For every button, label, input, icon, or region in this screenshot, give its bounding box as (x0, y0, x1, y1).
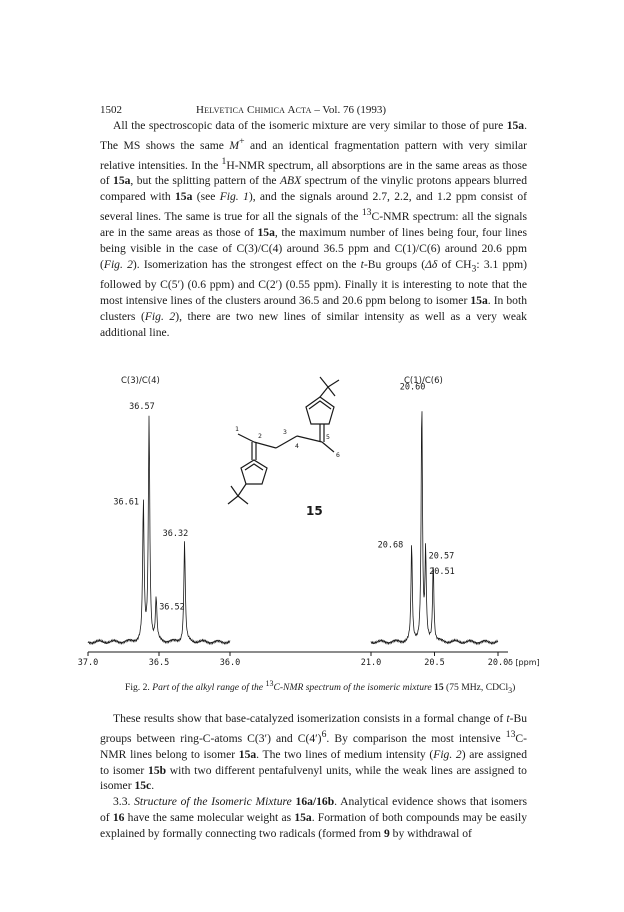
paragraph-3: 3.3. Structure of the Isomeric Mixture 16a/16b. Analytical evidence shows that isomers of 16 have the same molecular weight as 15a. Formation of both compounds may be easily explained by formally connecting two radicals (formed from 9 by withdrawal of (100, 795, 527, 841)
right-cluster-label: C(1)/C(6) (404, 376, 443, 386)
atom-label-5: 5 (326, 433, 330, 441)
right-tick-label: 21.0 (360, 658, 382, 668)
right-spectrum-trace (371, 411, 498, 644)
left-peak-label: 36.57 (129, 402, 155, 412)
running-header (196, 104, 386, 116)
right-tick-label: 20.5 (424, 658, 445, 668)
axis-unit: δ [ppm] (508, 658, 540, 667)
atom-label-3: 3 (283, 428, 287, 436)
atom-label-1: 1 (235, 425, 239, 433)
journal-volume: – Vol. 76 (1993) (311, 104, 387, 116)
right-peak-label: 20.60 (399, 382, 426, 393)
atom-label-6: 6 (336, 451, 340, 459)
left-cluster-label: C(3)/C(4) (121, 376, 160, 386)
left-peak-label: 36.32 (162, 529, 189, 539)
right-peak-label: 20.68 (377, 540, 404, 551)
right-peak-label: 20.51 (429, 567, 455, 577)
right-peak-label: 20.57 (428, 551, 455, 562)
left-spectrum (88, 402, 230, 644)
structure-15 (228, 377, 339, 504)
paragraph-1: All the spectroscopic data of the isomeric mixture are very similar to those of pure 15a. The MS shows the same M+ and an identical fragmentation pattern with very similar relative intensities. In the $^1$H-NMR spectrum, all absorptions are in the same areas as those of 15a, but the splitting pattern of the ABX spectrum of the vinylic protons appears blurred compared with 15a (see Fig. 1), and the signals around 2.7, 2.2, and 1.2 ppm consist of several lines. The same is true for all the signals of the $^{13}$C-NMR spectrum: all the signals are in the same areas as those of 15a, the maximum number of lines being four, four lines being visible in the case of C(3)/C(4) around 36.5 ppm and C(1)/C(6) around 20.6 ppm (Fig. 2). Isomerization has the strongest effect on the t-Bu groups (Δδ of $CH_3$: 3.1 ppm) followed by C(5′) (0.6 ppm) and C(2′) (0.55 ppm). Finally it is interesting to note that the most intensive lines of the clusters around 36.5 and 20.6 ppm belong to isomer 15a. In both clusters (Fig. 2), there are two new lines of similar intensity as well as a very weak additional line. (100, 119, 528, 339)
right-spectrum (371, 383, 498, 645)
left-tick-label: 37.0 (77, 658, 99, 668)
left-tick-label: 36.5 (148, 658, 170, 668)
nmr-figure (77, 352, 548, 672)
atom-label-2: 2 (258, 432, 262, 440)
right-tick-label: 20.0 (487, 658, 509, 668)
right-ticks (361, 652, 508, 668)
paragraph-2: These results show that base-catalyzed isomerization consists in a formal change of t-Bu groups between ring-C-atoms C(3′) and $C(4')^6$. By comparison the most intensive $^{13}$C-NMR lines belong to isomer 15a. The two lines of medium intensity (Fig. 2) are assigned to isomer 15b with two different pentafulvenyl units, while the weak lines are assigned to isomer 15c. 3.3. Structure of the Isomeric Mixture 16a/16b. Analytical evidence shows that isomers of 16 have the same molecular weight as 15a. Formation of both compounds may be easily explained by formally connecting two radicals (formed from 9 by withdrawal of (100, 712, 527, 841)
page-number: 1502 (100, 104, 122, 116)
left-ticks (78, 652, 240, 668)
left-peak-label: 36.52 (159, 602, 185, 613)
journal-name: Helvetica Chimica Acta (196, 104, 312, 116)
compound-label: 15 (306, 504, 323, 518)
atom-label-4: 4 (295, 442, 299, 450)
left-peak-label: 36.61 (113, 497, 139, 508)
figure-caption: Fig. 2. Part of the alkyl range of the $^{13}$C-NMR spectrum of the isomeric mixture 15 (75 MHz, CDCl$_3$) (125, 679, 516, 696)
left-tick-label: 36.0 (219, 658, 241, 668)
